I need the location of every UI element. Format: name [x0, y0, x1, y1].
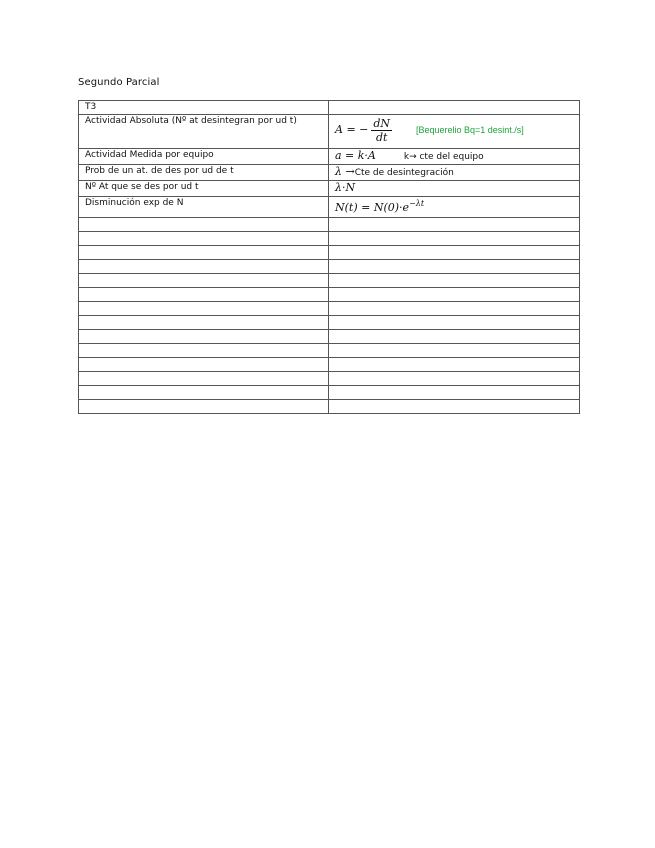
empty-cell — [329, 372, 580, 386]
formula-eq: = − — [342, 123, 369, 136]
empty-cell — [79, 260, 329, 274]
empty-table-row — [79, 274, 580, 288]
empty-cell — [79, 358, 329, 372]
formula: λ·N — [335, 181, 356, 194]
table-row — [79, 115, 580, 149]
empty-table-row — [79, 344, 580, 358]
table-row — [79, 149, 580, 165]
table-header-right — [329, 101, 580, 115]
row-formula-cell — [329, 165, 580, 181]
empty-cell — [79, 330, 329, 344]
empty-cell — [329, 246, 580, 260]
empty-cell — [329, 358, 580, 372]
empty-cell — [329, 330, 580, 344]
empty-cell — [329, 386, 580, 400]
table-row — [79, 181, 580, 197]
unit-note: [Bequerelio Bq=1 desint./s] — [415, 125, 524, 135]
row-formula-cell — [329, 197, 580, 218]
row-formula-cell — [329, 181, 580, 197]
formula: N(t) = N(0)·e — [335, 201, 410, 214]
formula: a = k·A — [335, 149, 376, 162]
empty-table-row — [79, 372, 580, 386]
table-row — [79, 197, 580, 218]
empty-table-row — [79, 288, 580, 302]
row-label: Prob de un at. de des por ud de t — [79, 165, 329, 181]
empty-cell — [329, 232, 580, 246]
table-row — [79, 165, 580, 181]
empty-table-row — [79, 232, 580, 246]
row-formula-cell — [329, 149, 580, 165]
empty-cell — [329, 218, 580, 232]
empty-table-row — [79, 386, 580, 400]
empty-cell — [79, 344, 329, 358]
fraction-denominator: dt — [375, 131, 388, 144]
empty-cell — [79, 302, 329, 316]
fraction-numerator: dN — [373, 117, 391, 130]
empty-cell — [329, 274, 580, 288]
empty-table-row — [79, 260, 580, 274]
row-label: Nº At que se des por ud t — [79, 181, 329, 197]
formula-lhs: A — [335, 123, 343, 136]
empty-cell — [79, 288, 329, 302]
empty-cell — [329, 288, 580, 302]
empty-cell — [79, 386, 329, 400]
empty-table-row — [79, 358, 580, 372]
notes-table — [78, 100, 580, 414]
empty-cell — [79, 232, 329, 246]
empty-cell — [79, 400, 329, 414]
empty-cell — [329, 344, 580, 358]
empty-cell — [329, 316, 580, 330]
row-note: k→ cte del equipo — [403, 152, 484, 162]
empty-rows — [79, 218, 580, 414]
empty-cell — [329, 400, 580, 414]
row-note: Cte de desintegración — [354, 168, 454, 178]
derivative-fraction — [371, 117, 392, 144]
row-label: Actividad Absoluta (Nº at desintegran por ud t) — [79, 115, 329, 149]
empty-cell — [79, 372, 329, 386]
table-header-left: T3 — [79, 101, 329, 115]
empty-cell — [79, 218, 329, 232]
empty-table-row — [79, 400, 580, 414]
empty-table-row — [79, 218, 580, 232]
document-title: Segundo Parcial — [78, 77, 160, 88]
table-header-row — [79, 101, 580, 115]
formula: λ → — [335, 165, 355, 178]
row-label: Actividad Medida por equipo — [79, 149, 329, 165]
row-label: Disminución exp de N — [79, 197, 329, 218]
empty-cell — [79, 316, 329, 330]
row-formula-cell — [329, 115, 580, 149]
empty-cell — [329, 260, 580, 274]
activity-formula — [335, 117, 395, 144]
formula-exponent: −λt — [409, 199, 425, 208]
empty-cell — [79, 246, 329, 260]
empty-table-row — [79, 246, 580, 260]
empty-cell — [79, 274, 329, 288]
empty-table-row — [79, 316, 580, 330]
empty-table-row — [79, 302, 580, 316]
empty-cell — [329, 302, 580, 316]
empty-table-row — [79, 330, 580, 344]
